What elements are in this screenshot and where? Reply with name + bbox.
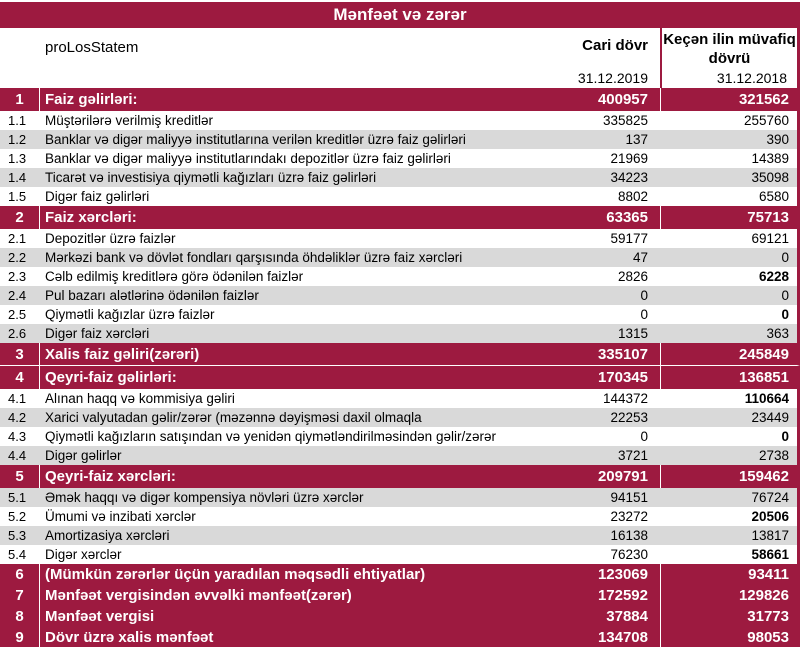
row-label: Depozitlər üzrə faizlər bbox=[45, 231, 176, 246]
row-value-previous: 110664 bbox=[744, 391, 789, 406]
row-value-previous: 69121 bbox=[751, 231, 789, 246]
row-label: Mənfəət vergisi bbox=[45, 608, 155, 625]
row-number: 8 bbox=[0, 606, 40, 627]
table-row bbox=[0, 366, 800, 389]
row-label: (Mümkün zərərlər üçün yaradılan məqsədli ehtiyatlar) bbox=[45, 566, 426, 583]
row-value-previous: 390 bbox=[766, 132, 789, 147]
row-value-current: 8802 bbox=[617, 189, 648, 204]
row-number: 4 bbox=[0, 366, 40, 389]
table-row bbox=[0, 526, 800, 545]
row-number: 6 bbox=[0, 564, 40, 585]
table-row bbox=[0, 488, 800, 507]
row-label: Ümumi və inzibati xərclər bbox=[45, 509, 196, 524]
table-row bbox=[0, 267, 800, 286]
table-row bbox=[0, 229, 800, 248]
row-value-current: 16138 bbox=[610, 528, 648, 543]
previous-period-label: Keçən ilin müvafiq dövrü bbox=[663, 31, 796, 67]
table-row bbox=[0, 149, 800, 168]
report-title bbox=[0, 2, 800, 28]
row-number: 2.5 bbox=[8, 307, 27, 322]
row-value-previous: 2738 bbox=[758, 448, 789, 463]
table-row bbox=[0, 305, 800, 324]
current-period-date: 31.12.2019 bbox=[577, 70, 648, 86]
current-period-label: Cari dövr bbox=[582, 37, 648, 54]
row-label: Digər faiz xərcləri bbox=[45, 326, 150, 341]
row-value-previous: 363 bbox=[766, 326, 789, 341]
row-value-previous: 35098 bbox=[751, 170, 789, 185]
row-label: Əmək haqqı və digər kompensiya növləri üzrə xərclər bbox=[45, 490, 364, 505]
row-value-current: 34223 bbox=[610, 170, 648, 185]
row-number: 5.1 bbox=[8, 490, 27, 505]
row-value-previous: 136851 bbox=[660, 366, 797, 389]
row-label: Dövr üzrə xalis mənfəət bbox=[45, 628, 214, 646]
row-value-current: 0 bbox=[640, 288, 648, 303]
row-value-current: 47 bbox=[632, 250, 648, 265]
column-header-current bbox=[562, 28, 660, 88]
row-label: Banklar və digər maliyyə institutlarına verilən kreditlər üzrə faiz gəlirləri bbox=[45, 132, 466, 147]
row-number: 5.4 bbox=[8, 547, 27, 562]
table-row bbox=[0, 627, 800, 647]
row-label: Amortizasiya xərcləri bbox=[45, 528, 170, 543]
row-value-previous: 245849 bbox=[660, 343, 797, 365]
row-value-previous: 31773 bbox=[660, 606, 797, 627]
row-value-previous: 0 bbox=[781, 288, 789, 303]
row-value-current: 63365 bbox=[606, 209, 648, 226]
row-value-current: 144372 bbox=[602, 391, 648, 406]
row-value-current: 134708 bbox=[597, 628, 648, 646]
row-value-previous: 20506 bbox=[751, 509, 789, 524]
row-value-previous: 76724 bbox=[751, 490, 789, 505]
row-value-current: 209791 bbox=[597, 468, 648, 485]
row-value-previous: 0 bbox=[781, 250, 789, 265]
row-value-current: 1315 bbox=[617, 326, 648, 341]
row-value-previous: 14389 bbox=[751, 151, 789, 166]
row-value-previous: 0 bbox=[781, 429, 789, 444]
row-number: 2.2 bbox=[8, 250, 27, 265]
table-row bbox=[0, 606, 800, 627]
row-value-current: 37884 bbox=[606, 608, 648, 625]
row-value-previous: 159462 bbox=[660, 465, 797, 488]
table-row bbox=[0, 187, 800, 206]
row-label: Digər faiz gəlirləri bbox=[45, 189, 150, 204]
table-row bbox=[0, 206, 800, 229]
row-value-current: 137 bbox=[625, 132, 648, 147]
row-value-previous: 129826 bbox=[660, 585, 797, 606]
table-row bbox=[0, 324, 800, 343]
row-label: Alınan haqq və kommisiya gəliri bbox=[45, 391, 235, 406]
row-number: 5 bbox=[0, 465, 40, 488]
table-row bbox=[0, 446, 800, 465]
row-value-current: 22253 bbox=[610, 410, 648, 425]
table-row bbox=[0, 408, 800, 427]
row-label: Cəlb edilmiş kreditlərə görə ödənilən faizlər bbox=[45, 269, 304, 284]
row-value-previous: 321562 bbox=[660, 88, 797, 111]
table-row bbox=[0, 507, 800, 526]
row-number: 9 bbox=[0, 627, 40, 647]
row-value-current: 3721 bbox=[617, 448, 648, 463]
table-row bbox=[0, 286, 800, 305]
row-label: Müştərilərə verilmiş kreditlər bbox=[45, 113, 214, 128]
row-label: Digər xərclər bbox=[45, 547, 122, 562]
row-value-previous: 98053 bbox=[660, 627, 797, 647]
table-row bbox=[0, 343, 800, 366]
row-number: 1 bbox=[0, 88, 40, 111]
row-number: 2.4 bbox=[8, 288, 27, 303]
row-number: 2 bbox=[0, 206, 40, 229]
previous-period-date: 31.12.2018 bbox=[716, 70, 787, 86]
row-value-previous: 23449 bbox=[751, 410, 789, 425]
report-title-text: Mənfəət və zərər bbox=[333, 5, 467, 24]
table-rows bbox=[0, 88, 800, 647]
table-row bbox=[0, 130, 800, 149]
row-label: Faiz xərcləri: bbox=[45, 209, 137, 226]
row-value-current: 23272 bbox=[610, 509, 648, 524]
row-number: 1.2 bbox=[8, 132, 27, 147]
row-label: Xarici valyutadan gəlir/zərər (məzənnə dəyişməsi daxil olmaqla bbox=[45, 410, 422, 425]
row-value-current: 170345 bbox=[597, 369, 648, 386]
header-corner bbox=[0, 28, 40, 88]
row-label: Faiz gəlirləri: bbox=[45, 91, 138, 108]
row-number: 4.4 bbox=[8, 448, 27, 463]
column-header-previous bbox=[660, 28, 797, 88]
row-label: Qeyri-faiz xərcləri: bbox=[45, 468, 176, 485]
row-number: 2.1 bbox=[8, 231, 27, 246]
row-value-current: 94151 bbox=[610, 490, 648, 505]
table-row bbox=[0, 389, 800, 408]
row-label: Qiymətli kağızlar üzrə faizlər bbox=[45, 307, 215, 322]
row-number: 4.1 bbox=[8, 391, 27, 406]
table-row bbox=[0, 427, 800, 446]
table-row bbox=[0, 88, 800, 111]
row-label: Pul bazarı alətlərinə ödənilən faizlər bbox=[45, 288, 259, 303]
row-number: 3 bbox=[0, 343, 40, 365]
row-label: Digər gəlirlər bbox=[45, 448, 122, 463]
row-value-current: 0 bbox=[640, 307, 648, 322]
row-value-previous: 0 bbox=[781, 307, 789, 322]
row-value-previous: 6228 bbox=[758, 269, 789, 284]
row-value-current: 21969 bbox=[610, 151, 648, 166]
row-number: 1.4 bbox=[8, 170, 27, 185]
row-value-current: 59177 bbox=[610, 231, 648, 246]
statement-code-label: proLosStatem bbox=[45, 39, 139, 56]
row-number: 1.3 bbox=[8, 151, 27, 166]
row-number: 7 bbox=[0, 585, 40, 606]
table-header bbox=[0, 28, 800, 88]
table-row bbox=[0, 111, 800, 130]
table-row bbox=[0, 545, 800, 564]
row-label: Xalis faiz gəliri(zərəri) bbox=[45, 345, 200, 363]
row-value-current: 172592 bbox=[597, 587, 648, 604]
row-label: Banklar və digər maliyyə institutlarındakı depozitlər üzrə faiz gəlirləri bbox=[45, 151, 451, 166]
row-number: 1.1 bbox=[8, 113, 27, 128]
row-value-current: 0 bbox=[640, 429, 648, 444]
row-number: 4.2 bbox=[8, 410, 27, 425]
table-row bbox=[0, 168, 800, 187]
table-row bbox=[0, 585, 800, 606]
row-value-previous: 58661 bbox=[751, 547, 789, 562]
row-value-current: 400957 bbox=[597, 91, 648, 108]
row-label: Qeyri-faiz gəlirləri: bbox=[45, 369, 177, 386]
row-value-current: 335107 bbox=[597, 345, 648, 363]
row-value-previous: 6580 bbox=[758, 189, 789, 204]
row-label: Mərkəzi bank və dövlət fondları qarşısında öhdəliklər üzrə faiz xərcləri bbox=[45, 250, 463, 265]
table-row bbox=[0, 564, 800, 585]
row-label: Qiymətli kağızların satışından və yenidən qiymətləndirilməsindən gəlir/zərər bbox=[45, 429, 496, 444]
row-value-current: 76230 bbox=[610, 547, 648, 562]
row-value-current: 2826 bbox=[617, 269, 648, 284]
row-number: 2.3 bbox=[8, 269, 27, 284]
row-number: 5.2 bbox=[8, 509, 27, 524]
row-value-previous: 13817 bbox=[751, 528, 789, 543]
row-value-current: 335825 bbox=[602, 113, 648, 128]
row-value-previous: 255760 bbox=[743, 113, 789, 128]
row-value-previous: 93411 bbox=[660, 564, 797, 585]
row-value-previous: 75713 bbox=[660, 206, 797, 229]
row-label: Ticarət və investisiya qiymətli kağızları üzrə faiz gəlirləri bbox=[45, 170, 377, 185]
table-row bbox=[0, 248, 800, 267]
row-number: 4.3 bbox=[8, 429, 27, 444]
table-row bbox=[0, 465, 800, 488]
row-value-current: 123069 bbox=[597, 566, 648, 583]
row-number: 5.3 bbox=[8, 528, 27, 543]
row-number: 1.5 bbox=[8, 189, 27, 204]
row-number: 2.6 bbox=[8, 326, 27, 341]
row-label: Mənfəət vergisindən əvvəlki mənfəət(zərər) bbox=[45, 587, 352, 604]
